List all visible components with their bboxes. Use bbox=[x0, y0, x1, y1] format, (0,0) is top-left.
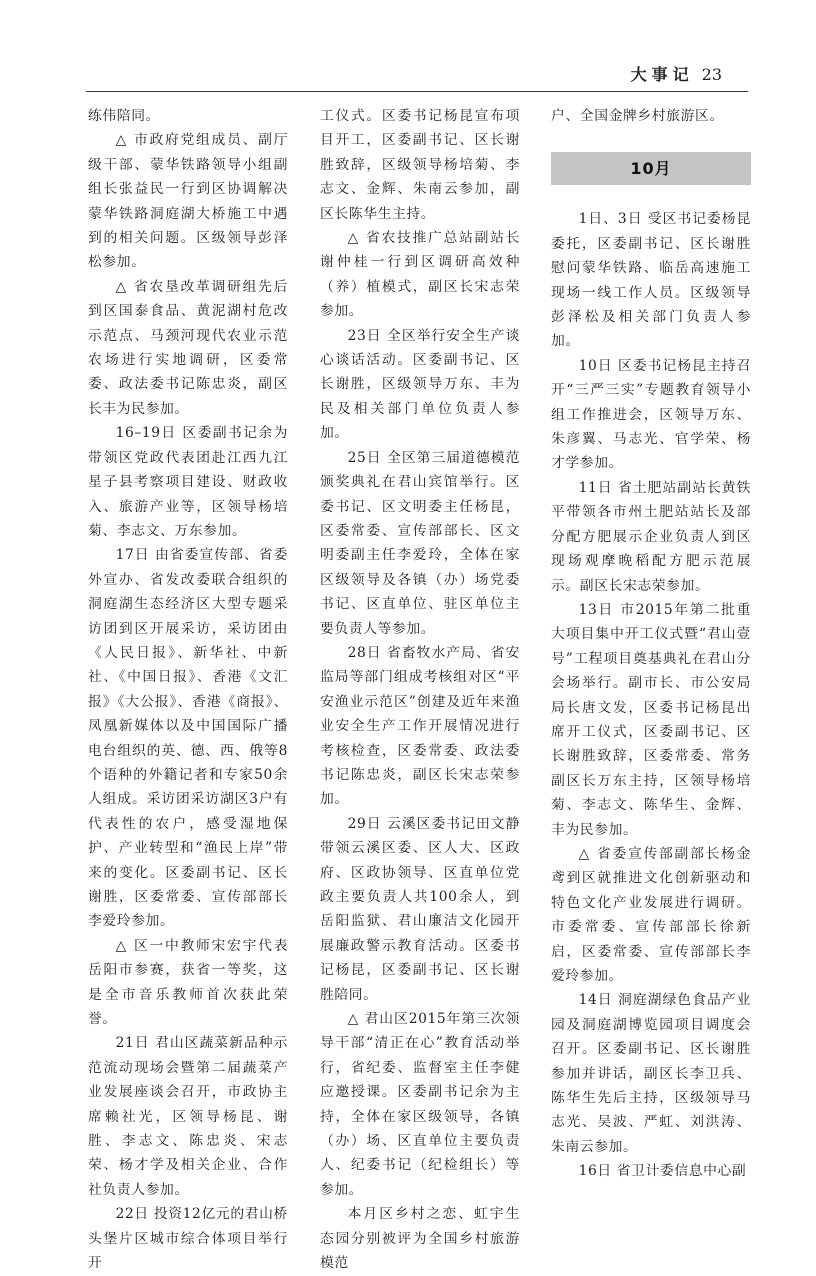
paragraph: 25日 全区第三届道德模范颁奖典礼在君山宾馆举行。区委书记、区文明委主任杨昆，区委常委、宣传部部长、区文明委副主任李爱玲，全体在家区级领导及各镇（办）场党委书记、区直单位、驻区单位主要负责人等参加。 bbox=[320, 449, 520, 637]
paragraph: 23日 全区举行安全生产谈心谈话活动。区委副书记、区长谢胜，区级领导万东、丰为民及相关部门单位负责人参加。 bbox=[320, 327, 520, 442]
text-column-middle bbox=[320, 104, 520, 1272]
paragraph: 29日 云溪区委书记田文静带领云溪区委、区人大、区政府、区政协领导、区直单位党政主要负责人共100余人，到岳阳监狱、君山廉洁文化园开展廉政警示教育活动。区委书记杨昆，区委副书记、区长谢胜陪同。 bbox=[320, 815, 520, 1003]
running-header bbox=[631, 62, 722, 85]
paragraph: △ 区一中教师宋宏宇代表岳阳市参赛，获省一等奖，这是全市音乐教师首次获此荣誉。 bbox=[88, 937, 288, 1028]
paragraph: 21日 君山区蔬菜新品种示范流动现场会暨第二届蔬菜产业发展座谈会召开，市政协主席赖社光，区领导杨昆、谢胜、李志文、陈忠炎、宋志荣、杨才学及相关企业、合作社负责人参加。 bbox=[88, 1035, 288, 1198]
paragraph: 练伟陪同。 bbox=[88, 108, 160, 124]
paragraph: 16–19日 区委副书记余为带领区党政代表团赴江西九江星子县考察项目建设、财政收入、旅游产业等，区领导杨培菊、李志文、万东参加。 bbox=[88, 425, 288, 539]
paragraph: △ 省委宣传部副部长杨金鸢到区就推进文化创新驱动和特色文化产业发展进行调研。市委常委、宣传部部长徐新启，区委常委、宣传部部长李爱玲参加。 bbox=[551, 845, 751, 984]
paragraph: △ 市政府党组成员、副厅级干部、蒙华铁路领导小组副组长张益民一行到区协调解决蒙华铁路洞庭湖大桥施工中遇到的相关问题。区级领导彭泽松参加。 bbox=[88, 132, 288, 271]
paragraph: 17日 由省委宣传部、省委外宣办、省发改委联合组织的洞庭湖生态经济区大型专题采访团到区开展采访，采访团由《人民日报》、新华社、中新社、《中国日报》、香港《文汇报》《大公报》、香港《商报》、凤凰新媒体以及中国国际广播电台组织的英、德、西、俄等8个语种的外籍记者和专家50余人组成。采访团采访湖区3户有代表性的农户，感受湿地保护、产业转型和“渔民上岸”带来的变化。区委副书记、区长谢胜，区委常委、宣传部部长李爱玲参加。 bbox=[88, 547, 288, 930]
header-title: 大事记 bbox=[630, 65, 694, 84]
paragraph: 10日 区委书记杨昆主持召开“三严三实”专题教育领导小组工作推进会，区领导万东、朱彦翼、马志光、官学荣、杨才学参加。 bbox=[551, 357, 751, 472]
paragraph: 28日 省畜牧水产局、省安监局等部门组成考核组对区“平安渔业示范区”创建及近年来渔业安全生产工作开展情况进行考核检查，区委常委、政法委书记陈忠炎，副区长宋志荣参加。 bbox=[320, 644, 520, 808]
header-rule bbox=[86, 91, 748, 92]
paragraph: 22日 投资12亿元的君山桥头堡片区城市综合体项目举行开 bbox=[88, 1206, 288, 1272]
paragraph: 1日、3日 受区书记委杨昆委托，区委副书记、区长谢胜慰问蒙华铁路、临岳高速施工现场一线工作人员。区级领导彭泽松及相关部门负责人参加。 bbox=[551, 211, 751, 350]
text-column-right bbox=[551, 104, 751, 1180]
paragraph: △ 省农技推广总站副站长谢仲桂一行到区调研高效种（养）植模式，副区长宋志荣参加。 bbox=[320, 230, 520, 320]
page-number: 23 bbox=[701, 65, 722, 84]
paragraph: 本月区乡村之恋、虹宇生态园分别被评为全国乡村旅游模范 bbox=[320, 1206, 520, 1272]
paragraph: 工仪式。区委书记杨昆宣布项目开工，区委副书记、区长谢胜致辞，区级领导杨培菊、李志文、金辉、朱南云参加，副区长陈华生主持。 bbox=[320, 108, 520, 222]
paragraph: △ 省农垦改革调研组先后到区国泰食品、黄泥湖村危改示范点、马颈河现代农业示范农场进行实地调研，区委常委、政法委书记陈忠炎，副区长丰为民参加。 bbox=[88, 278, 288, 417]
paragraph: 11日 省土肥站副站长黄铁平带领各市州土肥站站长及部分配方肥展示企业负责人到区现场观摩晚稻配方肥示范展示。副区长宋志荣参加。 bbox=[551, 479, 751, 594]
month-heading: 10月 bbox=[551, 152, 751, 185]
paragraph: 户、全国金牌乡村旅游区。 bbox=[551, 108, 724, 124]
paragraph: △ 君山区2015年第三次领导干部“清正在心”教育活动举行，省纪委、监督室主任李健应邀授课。区委副书记余为主持，全体在家区级领导，各镇（办）场、区直单位主要负责人、纪委书记（纪检组长）等参加。 bbox=[320, 1011, 520, 1198]
paragraph: 16日 省卫计委信息中心副 bbox=[578, 1163, 747, 1180]
paragraph: 14日 洞庭湖绿色食品产业园及洞庭湖博览园项目调度会召开。区委副书记、区长谢胜参加并讲话，副区长李卫兵、陈华生先后主持，区级领导马志光、吴波、严虹、刘洪涛、朱南云参加。 bbox=[551, 992, 751, 1155]
paragraph: 13日 市2015年第二批重大项目集中开工仪式暨“君山壹号”工程项目奠基典礼在君山分会场举行。副市长、市公安局局长唐文发，区委书记杨昆出席开工仪式，区委副书记、区长谢胜致辞，区委常委、常务副区长万东主持，区领导杨培菊、李志文、陈华生、金辉、丰为民参加。 bbox=[551, 601, 751, 838]
text-column-left bbox=[88, 104, 288, 1272]
